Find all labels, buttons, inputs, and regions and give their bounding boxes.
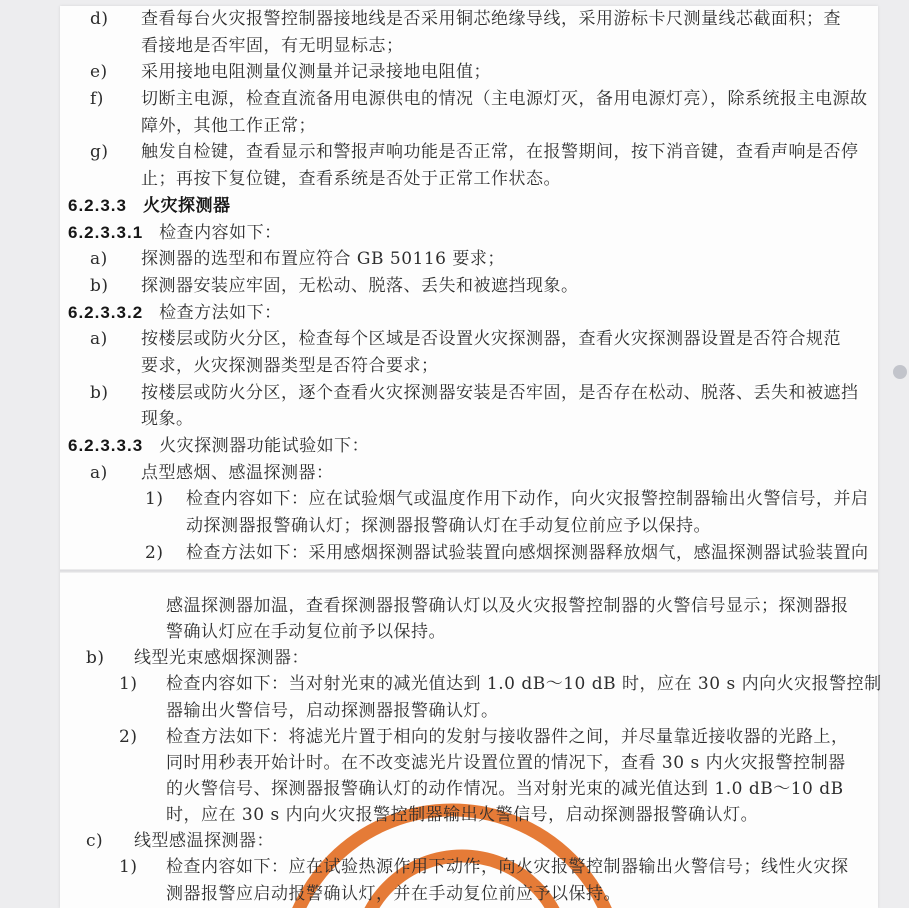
line-text: 检查方法如下：采用感烟探测器试验装置向感烟探测器释放烟气，感温探测器试验装置向: [186, 542, 869, 563]
clause-title: 检查内容如下：: [159, 222, 282, 243]
line-text: 检查方法如下：将滤光片置于相向的发射与接收器件之间，并尽量靠近接收器的光路上，: [166, 726, 849, 747]
line-text: 测器报警应启动报警确认灯，并在手动复位前应予以保持。: [166, 883, 621, 904]
clause-title: 火灾探测器: [143, 195, 231, 215]
text-line: [60, 193, 878, 220]
list-marker: a): [90, 329, 108, 350]
list-marker: b): [90, 275, 109, 296]
text-line: [60, 619, 878, 645]
list-marker: f): [90, 89, 104, 110]
list-marker: a): [90, 462, 108, 483]
list-marker: g): [90, 142, 109, 163]
list-marker: 2): [145, 542, 164, 563]
clause-title: 检查方法如下：: [159, 302, 282, 323]
text-line: [60, 86, 878, 113]
text-line: [60, 166, 878, 193]
text-line: [60, 540, 878, 567]
list-marker: e): [90, 62, 108, 83]
text-line: [60, 513, 878, 540]
clause-number: 6.2.3.3.3: [68, 436, 144, 455]
text-line: [60, 33, 878, 60]
line-text: 同时用秒表开始计时。在不改变滤光片设置位置的情况下，查看 30 s 内火灾报警控制器: [166, 752, 846, 773]
text-line: [60, 750, 878, 776]
text-line: [60, 6, 878, 33]
text-line: [60, 326, 878, 353]
text-line: [60, 881, 878, 907]
text-line: [60, 406, 878, 433]
line-text: 要求，火灾探测器类型是否符合要求；: [141, 355, 439, 376]
text-line: [60, 854, 878, 880]
document-page-2: [60, 573, 882, 908]
line-text: 时，应在 30 s 内向火灾报警控制器输出火警信号，启动探测器报警确认灯。: [166, 805, 759, 826]
text-line: [60, 698, 878, 724]
text-line: [60, 460, 878, 487]
clause-number: 6.2.3.3.1: [68, 222, 144, 242]
line-text: 器输出火警信号，启动探测器报警确认灯。: [166, 700, 499, 721]
text-line: [60, 380, 878, 407]
text-line: [60, 433, 878, 460]
line-text: 动探测器报警确认灯；探测器报警确认灯在手动复位前应予以保持。: [186, 516, 711, 537]
text-line: [60, 59, 878, 86]
scrollbar-thumb[interactable]: [893, 365, 907, 379]
line-text: 按楼层或防火分区，检查每个区域是否设置火灾探测器，查看火灾探测器设置是否符合规范: [141, 329, 841, 350]
text-line: [60, 828, 878, 854]
text-line: [60, 593, 878, 619]
text-line: [60, 645, 878, 671]
text-line: [60, 802, 878, 828]
line-text: 触发自检键，查看显示和警报声响功能是否正常，在报警期间，按下消音键，查看声响是否停: [141, 142, 859, 163]
clause-title: 火灾探测器功能试验如下：: [159, 436, 370, 456]
line-text: 查看每台火灾报警控制器接地线是否采用铜芯绝缘导线，采用游标卡尺测量线芯截面积；查: [141, 9, 841, 29]
text-line: [60, 353, 878, 380]
line-text: 点型感烟、感温探测器：: [141, 462, 334, 483]
list-marker: a): [90, 249, 108, 270]
list-marker: c): [86, 831, 104, 852]
line-text: 看接地是否牢固，有无明显标志；: [141, 35, 404, 56]
text-line: [60, 246, 878, 273]
clause-number: 6.2.3.3: [68, 195, 127, 215]
line-text: 探测器安装应牢固，无松动、脱落、丢失和被遮挡现象。: [141, 275, 579, 296]
line-text: 现象。: [141, 409, 194, 430]
list-marker: 2): [119, 726, 138, 747]
text-line: [60, 113, 878, 140]
line-text: 止；再按下复位键，查看系统是否处于正常工作状态。: [141, 169, 561, 190]
list-marker: d): [90, 9, 109, 29]
line-text: 检查内容如下：应在试验烟气或温度作用下动作，向火灾报警控制器输出火警信号，并启: [186, 489, 869, 510]
line-text: 探测器的选型和布置应符合 GB 50116 要求；: [141, 249, 505, 270]
text-line: [60, 776, 878, 802]
document-page-1: [60, 6, 878, 569]
list-marker: 1): [145, 489, 164, 510]
line-text: 采用接地电阻测量仪测量并记录接地电阻值；: [141, 62, 491, 83]
line-text: 障外，其他工作正常；: [141, 115, 316, 136]
line-text: 感温探测器加温，查看探测器报警确认灯以及火灾报警控制器的火警信号显示；探测器报: [166, 596, 849, 616]
clause-number: 6.2.3.3.2: [68, 302, 144, 322]
list-marker: b): [86, 648, 105, 669]
text-line: [60, 273, 878, 300]
text-line: [60, 139, 878, 166]
list-marker: 1): [119, 674, 138, 695]
list-marker: b): [90, 382, 109, 403]
text-line: [60, 724, 878, 750]
line-text: 切断主电源，检查直流备用电源供电的情况（主电源灯灭，备用电源灯亮），除系统报主电源故: [141, 89, 868, 110]
line-text: 检查内容如下：应在试验热源作用下动作，向火灾报警控制器输出火警信号；线性火灾探: [166, 857, 849, 878]
line-text: 线型感温探测器：: [134, 831, 274, 852]
line-text: 线型光束感烟探测器：: [134, 648, 309, 669]
text-line: [60, 486, 878, 513]
text-line: [60, 220, 878, 247]
line-text: 的火警信号、探测器报警确认灯的动作情况。当对射光束的减光值达到 1.0 dB～10 dB: [166, 778, 844, 799]
line-text: 按楼层或防火分区，逐个查看火灾探测器安装是否牢固，是否存在松动、脱落、丢失和被遮挡: [141, 382, 859, 403]
line-text: 检查内容如下：当对射光束的减光值达到 1.0 dB～10 dB 时，应在 30 s 内向火灾报警控制: [166, 674, 882, 695]
line-text: 警确认灯应在手动复位前予以保持。: [166, 622, 446, 643]
text-line: [60, 671, 882, 697]
list-marker: 1): [119, 857, 138, 878]
text-line: [60, 300, 878, 327]
